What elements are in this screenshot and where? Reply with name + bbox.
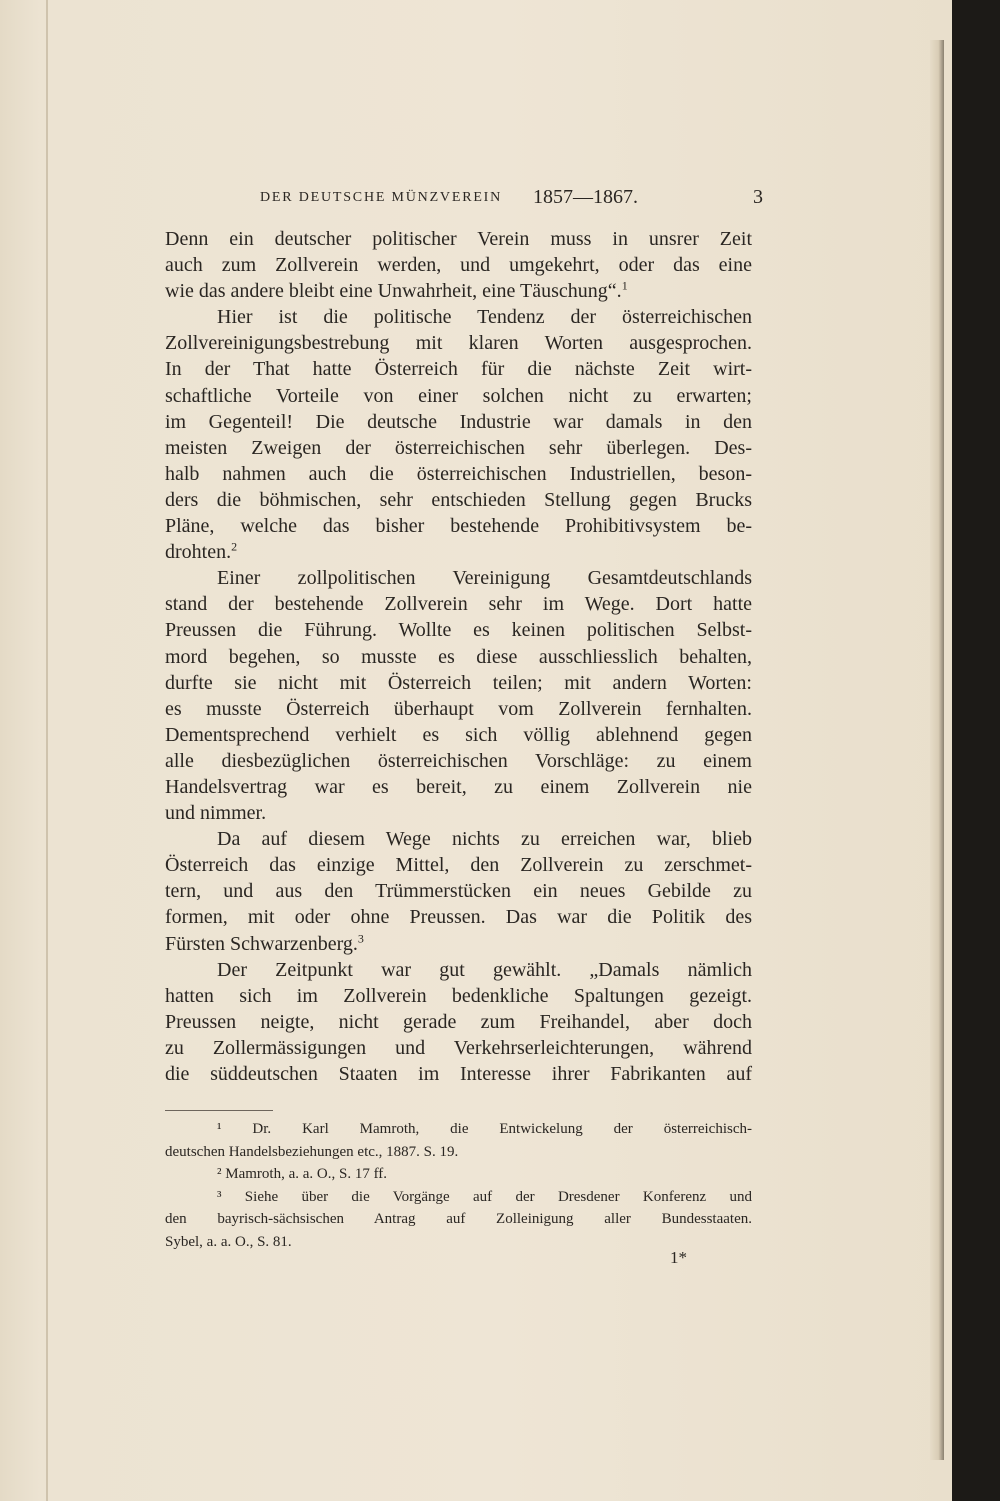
text-line: und nimmer. xyxy=(165,802,267,825)
footnote-marker-1: 1 xyxy=(621,278,628,293)
text-line: halb nahmen auch die österreichischen Industriellen, beson- xyxy=(165,462,752,485)
page-number: 3 xyxy=(753,186,763,208)
text-line: Dementsprechend verhielt es sich völlig ablehnend gegen xyxy=(165,723,752,746)
text-line: Preussen die Führung. Wollte es keinen politischen Selbst- xyxy=(165,619,752,642)
text-line: In der That hatte Österreich für die nächste Zeit wirt- xyxy=(165,358,752,381)
gutter-fold xyxy=(46,0,48,1501)
text-line: Fürsten Schwarzenberg.$^3$ xyxy=(165,930,364,955)
page-edge-shadow xyxy=(930,40,944,1460)
text-line: durfte sie nicht mit Österreich teilen; mit andern Worten: xyxy=(165,671,752,694)
paragraph-start: Der Zeitpunkt war gut gewählt. „Damals nämlich xyxy=(217,958,752,981)
text-line: hatten sich im Zollverein bedenkliche Spaltungen gezeigt. xyxy=(165,984,752,1007)
footnotes xyxy=(165,1118,752,1254)
text-line: meisten Zweigen der österreichischen sehr überlegen. Des- xyxy=(165,436,752,459)
text-line: Denn ein deutscher politischer Verein muss in unsrer Zeit xyxy=(165,228,752,250)
text-line: tern, und aus den Trümmerstücken ein neues Gebilde zu xyxy=(165,880,752,903)
text-line: Preussen neigte, nicht gerade zum Freihandel, aber doch xyxy=(165,1010,752,1033)
text-line: die süddeutschen Staaten im Interesse ihrer Fabrikanten auf xyxy=(165,1063,752,1085)
text-line: drohten.$^2$ xyxy=(165,539,238,564)
footnote-1: ¹ Dr. Karl Mamroth, die Entwickelung der österreichisch- xyxy=(217,1121,752,1137)
text-line: im Gegenteil! Die deutsche Industrie war damals in den xyxy=(165,410,752,433)
footnote-3: ³ Siehe über die Vorgänge auf der Dresdener Konferenz und xyxy=(217,1188,752,1205)
page-header xyxy=(165,186,765,216)
running-head-years: 1857—1867. xyxy=(533,186,638,208)
text-line: formen, mit oder ohne Preussen. Das war die Politik des xyxy=(165,906,752,929)
text-line: Pläne, welche das bisher bestehende Prohibitivsystem be- xyxy=(165,515,752,538)
signature-mark: 1* xyxy=(670,1248,687,1267)
text-line: Österreich das einzige Mittel, den Zollverein zu zerschmet- xyxy=(165,854,752,877)
text-line: schaftliche Vorteile von einer solchen nicht zu erwarten; xyxy=(165,384,752,407)
paragraph-start: Da auf diesem Wege nichts zu erreichen war, blieb xyxy=(217,828,752,851)
footnote-2: ² Mamroth, a. a. O., S. 17 ff. xyxy=(217,1166,388,1183)
text-line: stand der bestehende Zollverein sehr im Wege. Dort hatte xyxy=(165,593,752,616)
footnote-marker-2: 2 xyxy=(231,539,238,554)
footnote-1-cont: deutschen Handelsbeziehungen etc., 1887. S. 19. xyxy=(165,1143,459,1160)
paragraph-start: Einer zollpolitischen Vereinigung Gesamtdeutschlands xyxy=(217,567,752,590)
text-line: Handelsvertrag war es bereit, zu einem Zollverein nie xyxy=(165,775,752,798)
text-line: ders die böhmischen, sehr entschieden Stellung gegen Brucks xyxy=(165,488,752,511)
paragraph-start: Hier ist die politische Tendenz der österreichischen xyxy=(217,306,752,329)
footnote-3-end: Sybel, a. a. O., S. 81. xyxy=(165,1233,292,1250)
main-text xyxy=(165,226,752,1087)
text-line: zu Zollermässigungen und Verkehrserleichterungen, während xyxy=(165,1036,752,1059)
text-line: auch zum Zollverein werden, und umgekehrt, oder das eine xyxy=(165,254,752,277)
footnote-3-cont: den bayrisch-sächsischen Antrag auf Zolleinigung aller Bundesstaaten. xyxy=(165,1211,752,1228)
footnote-rule xyxy=(165,1110,273,1111)
text-line: mord begehen, so musste es diese ausschliesslich behalten, xyxy=(165,645,752,668)
text-line: alle diesbezüglichen österreichischen Vorschläge: zu einem xyxy=(165,749,752,772)
text-line: Zollvereinigungsbestrebung mit klaren Worten ausgesprochen. xyxy=(165,332,752,355)
footnote-marker-3: 3 xyxy=(357,930,364,945)
text-line: wie das andere bleibt eine Unwahrheit, eine Täuschung“.$^1$ xyxy=(165,278,628,303)
text-line: es musste Österreich überhaupt vom Zollverein fernhalten. xyxy=(165,697,752,720)
running-head: DER DEUTSCHE MÜNZVEREIN xyxy=(260,190,503,205)
